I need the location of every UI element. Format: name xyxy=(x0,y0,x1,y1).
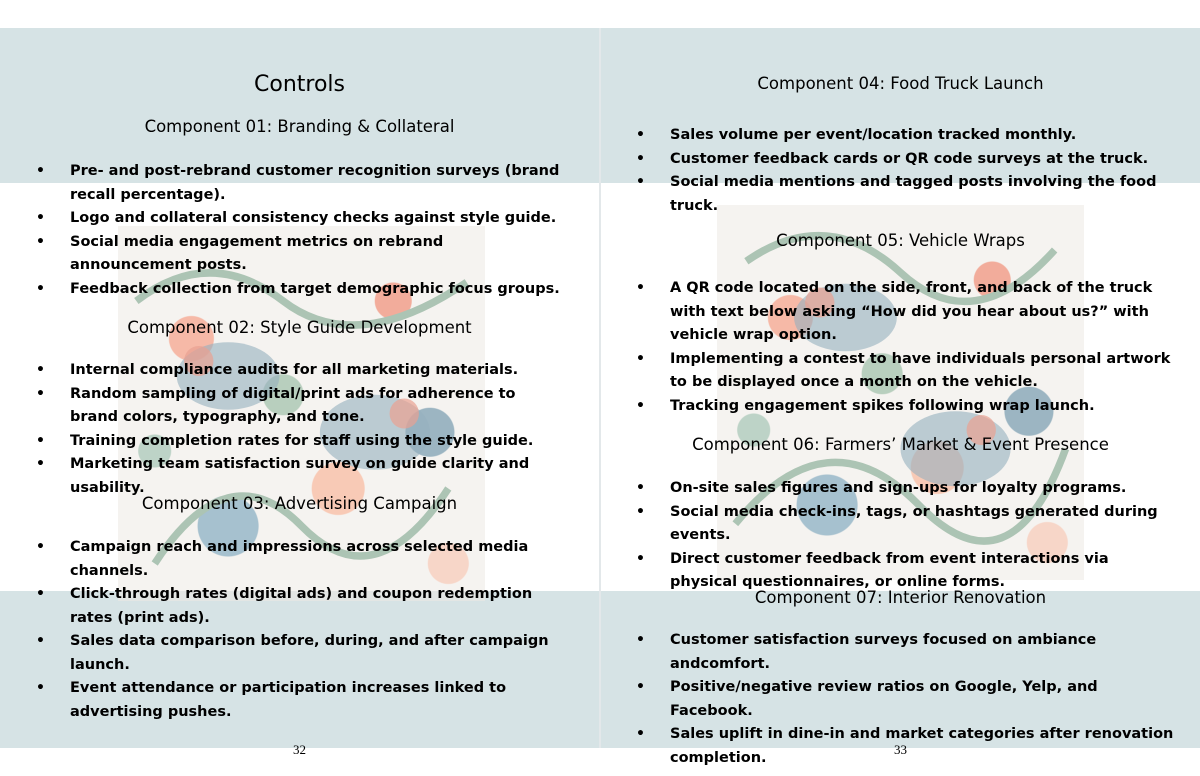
list-item: • On-site sales figures and sign-ups for loyalty programs. xyxy=(636,477,1176,501)
list-item: • Random sampling of digital/print ads for adherence to brand colors, typography, and tone. xyxy=(36,383,566,430)
list-item: • Tracking engagement spikes following wrap launch. xyxy=(636,395,1176,419)
component-04-list xyxy=(636,124,1176,218)
component-05-list xyxy=(636,277,1176,418)
component-05-heading: Component 05: Vehicle Wraps xyxy=(776,231,1025,250)
list-item: • Customer feedback cards or QR code surveys at the truck. xyxy=(636,148,1176,172)
list-item: • Campaign reach and impressions across selected media channels. xyxy=(36,536,566,583)
page-number: 32 xyxy=(293,742,306,757)
list-item: • Sales volume per event/location tracked monthly. xyxy=(636,124,1176,148)
list-item: • Pre- and post-rebrand customer recognition surveys (brand recall percentage). xyxy=(36,160,566,207)
list-item: • Logo and collateral consistency checks against style guide. xyxy=(36,207,566,231)
list-item: • Social media engagement metrics on rebrand announcement posts. xyxy=(36,231,566,278)
component-02-list xyxy=(36,359,566,500)
list-item: • A QR code located on the side, front, and back of the truck with text below asking “How did you hear about us?” with vehicle wrap option. xyxy=(636,277,1176,348)
page-32 xyxy=(0,28,599,757)
component-02-heading: Component 02: Style Guide Development xyxy=(127,318,472,337)
list-item: • Click-through rates (digital ads) and coupon redemption rates (print ads). xyxy=(36,583,566,630)
list-item: • Positive/negative review ratios on Google, Yelp, and Facebook. xyxy=(636,676,1176,723)
component-06-heading: Component 06: Farmers’ Market & Event Presence xyxy=(692,435,1109,454)
list-item: • Feedback collection from target demographic focus groups. xyxy=(36,278,566,302)
component-04-heading: Component 04: Food Truck Launch xyxy=(757,74,1044,93)
list-item: • Sales data comparison before, during, and after campaign launch. xyxy=(36,630,566,677)
component-07-heading: Component 07: Interior Renovation xyxy=(754,588,1047,607)
page-33 xyxy=(601,28,1200,766)
list-item: • Customer satisfaction surveys focused on ambiance andcomfort. xyxy=(636,629,1176,676)
component-03-list xyxy=(36,536,566,724)
list-item: • Social media mentions and tagged posts involving the food truck. xyxy=(636,171,1176,218)
component-01-heading: Component 01: Branding & Collateral xyxy=(144,117,455,136)
list-item: • Sales uplift in dine-in and market categories after renovation completion. xyxy=(636,723,1176,770)
list-item: • Direct customer feedback from event interactions via physical questionnaires, or online forms. xyxy=(636,548,1176,595)
page-title: Controls xyxy=(254,72,345,97)
page-number: 33 xyxy=(894,742,907,757)
list-item: • Internal compliance audits for all marketing materials. xyxy=(36,359,566,383)
component-01-list xyxy=(36,160,566,301)
component-03-heading: Component 03: Advertising Campaign xyxy=(141,494,458,513)
component-06-list xyxy=(636,477,1176,595)
list-item: • Training completion rates for staff using the style guide. xyxy=(36,430,566,454)
list-item: • Implementing a contest to have individuals personal artwork to be displayed once a month on the vehicle. xyxy=(636,348,1176,395)
list-item: • Marketing team satisfaction survey on guide clarity and usability. xyxy=(36,453,566,500)
list-item: • Event attendance or participation increases linked to advertising pushes. xyxy=(36,677,566,724)
list-item: • Social media check-ins, tags, or hashtags generated during events. xyxy=(636,501,1176,548)
